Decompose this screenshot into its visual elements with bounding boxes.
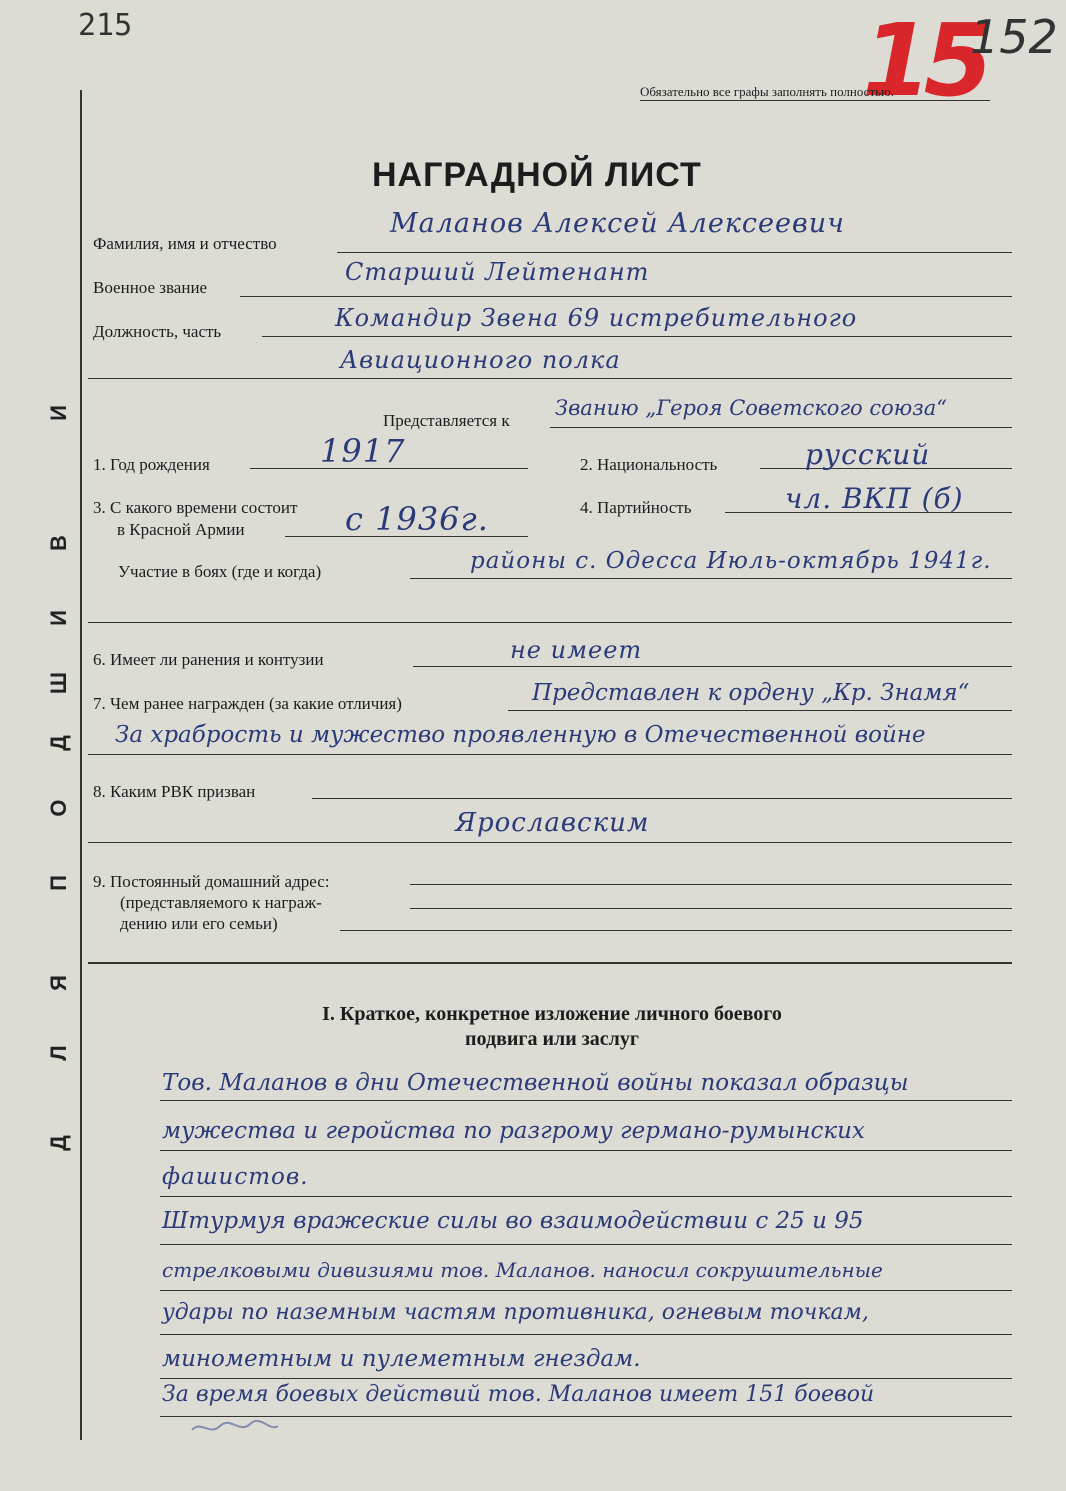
battles-value: районы с. Одесса Июль-октябрь 1941г. (470, 548, 992, 574)
wounds-value: не имеет (510, 636, 643, 664)
scribble-mark (190, 1418, 280, 1438)
rvk-line-2 (88, 842, 1012, 843)
birth-year-label: 1. Год рождения (93, 455, 210, 474)
wounds-label: 6. Имеет ли ранения и контузии (93, 650, 324, 669)
nominated-value: Званию „Героя Советского союза“ (555, 396, 947, 420)
section-separator (88, 962, 1012, 964)
section-1-heading-2: подвига или заслуг (465, 1028, 639, 1050)
party-label: 4. Партийность (580, 498, 692, 517)
text-line (160, 1150, 1012, 1151)
section-1-heading: I. Краткое, конкретное изложение личного боевого (322, 1003, 782, 1025)
text-line-content: Штурмуя вражеские силы во взаимодействии с 25 и 95 (162, 1208, 864, 1234)
birth-year-value: 1917 (320, 432, 406, 470)
battles-line (410, 578, 1012, 579)
text-line (160, 1290, 1012, 1291)
army-since-label-2: в Красной Армии (117, 520, 245, 539)
sidebar-letter: О (46, 799, 71, 817)
rvk-value: Ярославским (455, 808, 650, 838)
sidebar-letter: Л (46, 1045, 71, 1061)
nominated-label: Представляется к (383, 411, 510, 430)
position-line-2 (88, 378, 1012, 379)
address-label-3: дению или его семьи) (120, 914, 278, 933)
text-line-content: удары по наземным частям противника, огневым точкам, (162, 1300, 869, 1325)
notice-text: Обязательно все графы заполнять полностью. (640, 84, 895, 99)
awards-label: 7. Чем ранее награжден (за какие отличия) (93, 694, 402, 713)
text-line-content: За время боевых действий тов. Маланов имеет 151 боевой (162, 1382, 875, 1407)
address-line-3 (340, 930, 1012, 931)
rank-line (240, 296, 1012, 297)
text-line (160, 1416, 1012, 1417)
text-line (160, 1334, 1012, 1335)
text-line (160, 1378, 1012, 1379)
position-value: Командир Звена 69 истребительного (335, 304, 858, 332)
awards-line (508, 710, 1012, 711)
text-line (160, 1100, 1012, 1101)
text-line-content: Тов. Маланов в дни Отечественной войны показал образцы (162, 1070, 909, 1096)
battles-line-2 (88, 622, 1012, 623)
text-line (160, 1244, 1012, 1245)
text-line-content: стрелковыми дивизиями тов. Маланов. наносил сокрушительные (162, 1258, 883, 1282)
sidebar-letter: Ш (46, 671, 71, 695)
awards-value-2: За храбрость и мужество проявленную в Отечественной войне (115, 722, 926, 748)
sidebar-letter: Я (46, 975, 71, 991)
rank-label: Военное звание (93, 278, 208, 297)
sidebar-letter: В (46, 535, 71, 551)
page-number: 152 (970, 10, 1058, 64)
rvk-line (312, 798, 1012, 799)
text-line-content: минометным и пулеметным гнездам. (162, 1346, 641, 1372)
army-since-value: с 1936г. (345, 500, 489, 538)
text-line (160, 1196, 1012, 1197)
battles-label: Участие в боях (где и когда) (118, 562, 322, 581)
position-line (262, 336, 1012, 337)
address-line (410, 884, 1012, 885)
sidebar-letter: Д (46, 735, 71, 751)
sidebar-letter: И (46, 405, 71, 421)
left-border (80, 90, 82, 1440)
page-title: НАГРАДНОЙ ЛИСТ (372, 156, 702, 194)
notice-underline (640, 100, 990, 101)
text-line-content: мужества и геройства по разгрому германо-румынских (162, 1118, 865, 1144)
address-line-2 (410, 908, 1012, 909)
rvk-label: 8. Каким РВК призван (93, 782, 256, 801)
address-label-2: (представляемого к награж- (120, 893, 322, 912)
nationality-label: 2. Национальность (580, 455, 718, 474)
rank-value: Старший Лейтенант (345, 258, 650, 286)
sidebar-letter: И (46, 610, 71, 626)
wounds-line (413, 666, 1012, 667)
sidebar-letter: П (46, 875, 71, 891)
text-line-content: фашистов. (162, 1164, 309, 1190)
name-line (337, 252, 1012, 253)
nationality-value: русский (805, 438, 931, 471)
position-value-2: Авиационного полка (340, 346, 621, 374)
red-number-mark: 15 (862, 2, 986, 119)
awards-line-2 (88, 754, 1012, 755)
address-label: 9. Постоянный домашний адрес: (93, 872, 330, 891)
name-value: Маланов Алексей Алексеевич (390, 208, 845, 239)
name-label: Фамилия, имя и отчество (93, 234, 277, 253)
nominated-line (550, 427, 1012, 428)
party-value: чл. ВКП (б) (785, 482, 964, 515)
archive-number: 215 (78, 8, 133, 43)
position-label: Должность, часть (93, 322, 222, 341)
army-since-label: 3. С какого времени состоит (93, 498, 298, 517)
awards-value: Представлен к ордену „Кр. Знамя“ (532, 680, 970, 706)
sidebar-letter: Д (46, 1135, 71, 1151)
